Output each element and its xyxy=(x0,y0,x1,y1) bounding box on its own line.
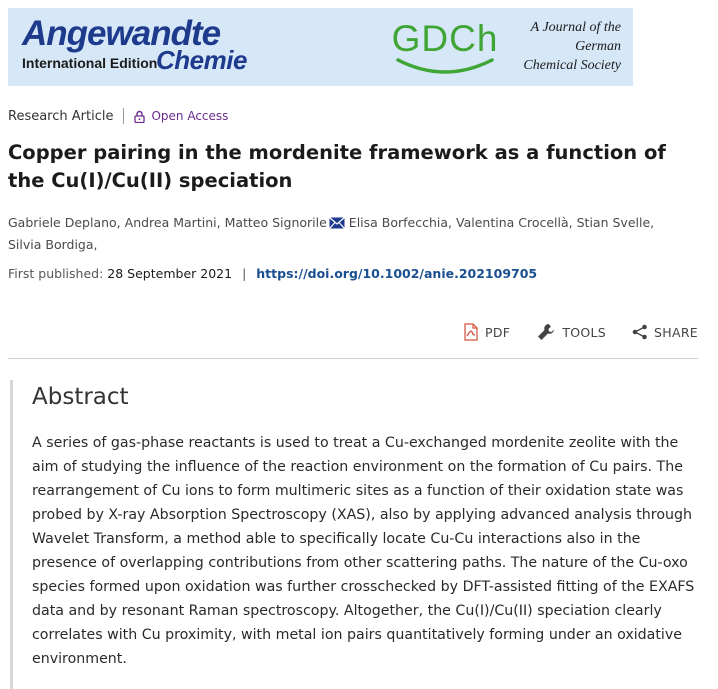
tools-label: TOOLS xyxy=(562,324,607,340)
gdch-swoosh-icon xyxy=(390,58,500,78)
divider xyxy=(123,108,124,124)
author-list xyxy=(8,212,708,256)
journal-edition: International Edition xyxy=(22,55,158,71)
journal-subtitle: Chemie xyxy=(156,45,247,75)
journal-title: Angewandte xyxy=(22,14,221,53)
abstract-text: A series of gas-phase reactants is used to treat a Cu-exchanged mordenite zeolite with the aim of studying the influence of the reaction environment on the formation of Cu pairs. The rearrangement of Cu ions to form multimeric sites as a function of their oxidation state was probed by X-ray Absorption Spectroscopy (XAS), also by applying advanced analysis through Wavelet Transform, a method able to specifically locate Cu-Cu interactions also in the presence of overlapping contributions from other scattering paths. The nature of the Cu-oxo species formed upon oxidation was further crosschecked by DFT-assisted fitting of the EXAFS data and by resonant Raman spectroscopy. Altogether, the Cu(I)/Cu(II) speciation clearly correlates with Cu proximity, with metal ion pairs quantitatively forming under an oxidative environment. xyxy=(32,435,695,667)
article-meta xyxy=(8,108,228,124)
author-link[interactable]: Valentina Crocellà, xyxy=(456,215,573,230)
author-link[interactable]: Matteo Signorile xyxy=(224,215,327,230)
author-link[interactable]: Elisa Borfecchia, xyxy=(348,215,453,230)
pdf-icon xyxy=(463,323,479,341)
author-link[interactable]: Silvia Bordiga, xyxy=(8,237,98,252)
wrench-icon xyxy=(536,322,556,342)
article-title: Copper pairing in the mordenite framework as a function of the Cu(I)/Cu(II) speciation xyxy=(8,141,666,192)
article-tools xyxy=(437,322,698,342)
gdch-logo: GDCh xyxy=(390,16,500,80)
article-type: Research Article xyxy=(8,108,114,124)
pdf-label: PDF xyxy=(485,324,511,340)
journal-tagline: A Journal of the German Chemical Society xyxy=(523,20,621,73)
section-divider xyxy=(8,358,698,359)
first-published-date: 28 September 2021 xyxy=(107,266,233,281)
abstract-heading: Abstract xyxy=(32,384,129,410)
abstract-section xyxy=(10,380,708,689)
mail-icon[interactable] xyxy=(329,217,345,229)
open-access-badge[interactable]: Open Access xyxy=(151,109,229,123)
doi-link[interactable]: https://doi.org/10.1002/anie.202109705 xyxy=(256,266,538,281)
author-link[interactable]: Gabriele Deplano, xyxy=(8,215,121,230)
first-published-label: First published: xyxy=(8,266,104,281)
author-link[interactable]: Stian Svelle, xyxy=(576,215,655,230)
share-label: SHARE xyxy=(654,324,698,340)
share-icon xyxy=(632,324,648,340)
author-link[interactable]: Andrea Martini, xyxy=(124,215,221,230)
lock-icon xyxy=(134,110,145,123)
journal-banner[interactable] xyxy=(8,8,633,86)
tools-button[interactable] xyxy=(536,322,606,342)
divider: | xyxy=(242,266,247,281)
share-button[interactable] xyxy=(632,324,698,340)
publication-info xyxy=(8,266,537,281)
pdf-button[interactable] xyxy=(463,323,510,341)
